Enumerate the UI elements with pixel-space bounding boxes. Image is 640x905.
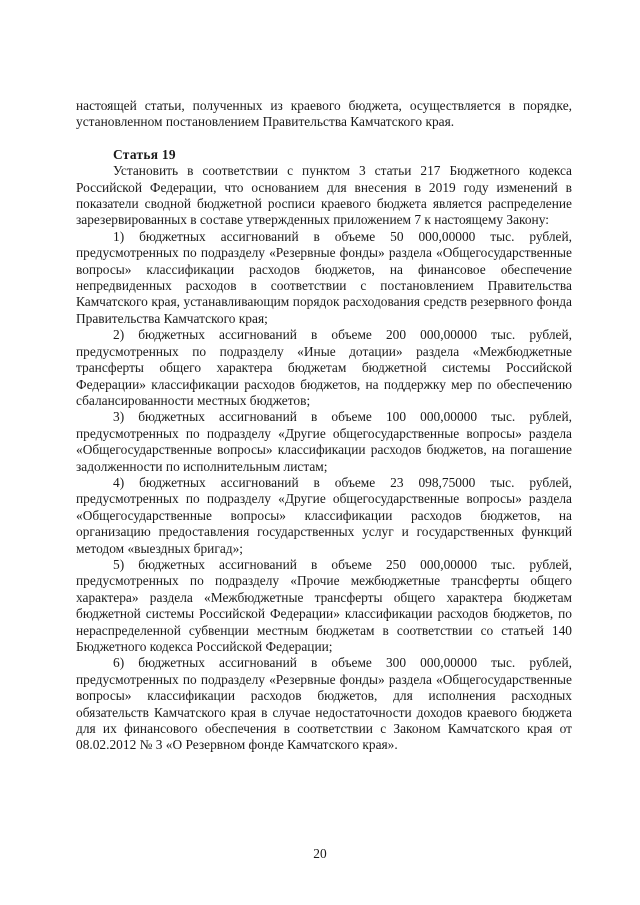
intro-paragraph: настоящей статьи, полученных из краевого бюджета, осуществляется в порядке, установленном постановлением Правительства Камчатского края.: [76, 98, 572, 130]
article-heading: Статья 19: [113, 146, 176, 162]
list-item-6: 6) бюджетных ассигнований в объеме 300 000,00000 тыс. рублей, предусмотренных по подразделу «Резервные фонды» раздела «Общегосударственные вопросы» классификации расходов бюджетов, для исполнения расходных обязательств Камчатского края в случае недостаточности доходов краевого бюджета для их финансового обеспечения в соответствии с Законом Камчатского края от 08.02.2012 № 3 «О Резервном фонде Камчатского края».: [76, 655, 572, 753]
list-item-5: 5) бюджетных ассигнований в объеме 250 000,00000 тыс. рублей, предусмотренных по подразделу «Прочие межбюджетные трансферты общего характера» раздела «Межбюджетные трансферты общего характера бюджетам бюджетной системы Российской Федерации» классификации расходов бюджетов, по нераспределенной субвенции местным бюджетам в соответствии со статьей 140 Бюджетного кодекса Российской Федерации;: [76, 556, 572, 654]
list-item-3: 3) бюджетных ассигнований в объеме 100 000,00000 тыс. рублей, предусмотренных по подразделу «Другие общегосударственные вопросы» раздела «Общегосударственные вопросы» классификации расходов бюджетов, на погашение задолженности по исполнительным листам;: [76, 409, 572, 474]
list-item-2: 2) бюджетных ассигнований в объеме 200 000,00000 тыс. рублей, предусмотренных по подразделу «Иные дотации» раздела «Межбюджетные трансферты общего характера бюджетам бюджетной системы Российской Федерации» классификации расходов бюджетов, на поддержку мер по обеспечению сбалансированности местных бюджетов;: [76, 327, 572, 408]
article-lead: Установить в соответствии с пунктом 3 статьи 217 Бюджетного кодекса Российской Федерации, что основанием для внесения в 2019 году изменений в показатели сводной бюджетной росписи краевого бюджета является распределение зарезервированных в составе утвержденных приложением 7 к настоящему Закону:: [76, 163, 572, 228]
document-body: [76, 98, 572, 754]
page-number: 20: [313, 846, 327, 861]
list-item-1: 1) бюджетных ассигнований в объеме 50 000,00000 тыс. рублей, предусмотренных по подразделу «Резервные фонды» раздела «Общегосударственные вопросы» классификации расходов бюджетов, на финансовое обеспечение непредвиденных расходов в соответствии с постановлением Правительства Камчатского края, устанавливающим порядок расходования средств резервного фонда Правительства Камчатского края;: [76, 228, 572, 326]
paragraph-gap: [76, 131, 572, 147]
list-item-4: 4) бюджетных ассигнований в объеме 23 098,75000 тыс. рублей, предусмотренных по подразделу «Другие общегосударственные вопросы» раздела «Общегосударственные вопросы» классификации расходов бюджетов, на организацию предоставления государственных услуг и государственных функций методом «выездных бригад»;: [76, 474, 572, 556]
